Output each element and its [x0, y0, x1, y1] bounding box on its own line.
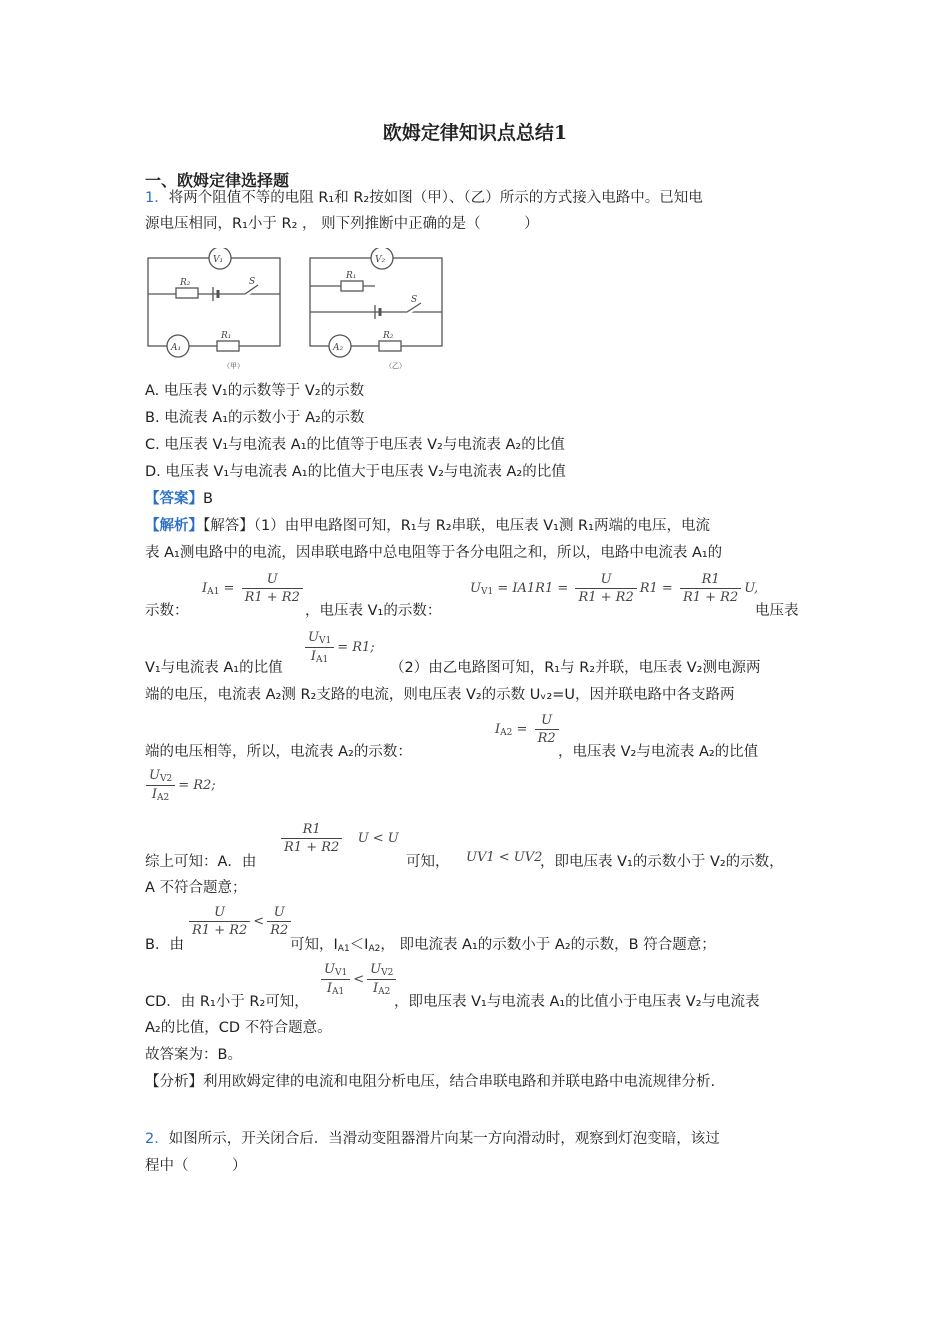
label-s-yi: S: [411, 295, 418, 305]
analysis-line-8b: 可知，: [406, 854, 450, 870]
q2-stem-line-1: 2．如图所示，开关闭合后．当滑动变阻器滑片向某一方向滑动时，观察到灯泡变暗，该过: [145, 1131, 720, 1147]
analysis-line-11a: CD．由 R₁小于 R₂可知，: [145, 994, 309, 1010]
analysis-line-2: 表 A₁测电路中的电流，因串联电路中总电阻等于各分电阻之和，所以，电路中电流表 A₁的: [145, 545, 723, 561]
analysis-line-3c: 电压表: [755, 603, 799, 619]
label-r2-jia: R₂: [180, 278, 191, 288]
analysis-line-13: 故答案为：B。: [145, 1047, 242, 1063]
analysis-line-4a: V₁与电流表 A₁的比值: [145, 660, 283, 676]
label-v2: V₂: [375, 255, 386, 265]
page-title: 欧姆定律知识点总结1: [382, 122, 568, 144]
label-s-jia: S: [249, 277, 256, 287]
analysis-line-6b: ，电压表 V₂与电流表 A₂的比值: [558, 744, 759, 760]
formula-ratio-compare: $\frac{U_{V1}}{I_{A1}}$ < $\frac{U_{V2}}{I_{A2}}$: [318, 962, 399, 997]
analysis-tag: 【解析】: [145, 518, 203, 534]
formula-uv1-lt-uv2: UV1 < UV2: [466, 850, 543, 865]
formula-ia1: $I_{A1}$ = $\frac{U}{R1 + R2}$: [202, 572, 306, 605]
q1-option-d: D. 电压表 V₁与电流表 A₁的比值大于电压表 V₂与电流表 A₂的比值: [145, 464, 566, 480]
analysis-line-10: 可知，$I_{A1}<I_{A2}$， 即电流表 A₁的示数小于 A₂的示数，B 符合题意；: [290, 937, 716, 954]
label-r2-yi: R₂: [383, 331, 394, 341]
answer-tag: 【答案】: [145, 491, 203, 507]
analysis-line-4b: （2）由乙电路图可知，R₁与 R₂并联，电压表 V₂测电源两: [390, 660, 761, 676]
q1-answer: 【答案】B: [145, 491, 213, 507]
formula-ratio1: $\frac{U_{V1}}{I_{A1}}$ = R1;: [302, 630, 375, 665]
q2-number: 2．: [145, 1131, 169, 1147]
analysis-line-14: 【分析】利用欧姆定律的电流和电阻分析电压，结合串联电路和并联电路中电流规律分析.: [145, 1074, 716, 1090]
label-a1: A₁: [171, 343, 182, 353]
analysis-line-12: A₂的比值，CD 不符合题意。: [145, 1020, 332, 1036]
formula-uv1: $U_{V1} = IA1R1$ = $\frac{U}{R1 + R2}$ R1 = $\frac{R1}{R1 + R2}$ U,: [470, 572, 759, 605]
q1-stem-line-2: 源电压相同，R₁小于 R₂ ， 则下列推断中正确的是（ ）: [145, 216, 539, 232]
q1-circuit-figures: [145, 248, 445, 373]
analysis-line-1: 【解析】【解答】（1）由甲电路图可知，R₁与 R₂串联，电压表 V₁测 R₁两端的电压，电流: [145, 518, 710, 534]
analysis-line-10a: B．由: [145, 937, 184, 953]
label-yi: （乙）: [385, 362, 406, 370]
analysis-line-11b: ，即电压表 V₁与电流表 A₁的比值小于电压表 V₂与电流表: [394, 994, 760, 1010]
analysis-line-6a: 端的电压相等，所以，电流表 A₂的示数：: [145, 744, 412, 760]
q1-number: 1．: [145, 190, 169, 206]
q1-option-a: A. 电压表 V₁的示数等于 V₂的示数: [145, 383, 365, 399]
label-r1-yi: R₁: [346, 271, 357, 281]
q1-option-b: B. 电流表 A₁的示数小于 A₂的示数: [145, 410, 365, 426]
q1-option-c: C. 电压表 V₁与电流表 A₁的比值等于电压表 V₂与电流表 A₂的比值: [145, 437, 565, 453]
formula-ia2: $I_{A2}$ = $\frac{U}{R2}$: [495, 713, 562, 746]
q1-stem-line-1: 1．将两个阻值不等的电阻 R₁和 R₂按如图（甲）、（乙）所示的方式接入电路中。已知电: [145, 190, 703, 206]
section-heading: 一、欧姆定律选择题: [145, 171, 290, 190]
label-v1: V₁: [213, 255, 224, 265]
formula-current-compare: $\frac{U}{R1 + R2}$ < $\frac{U}{R2}$: [186, 905, 294, 938]
analysis-line-9: A 不符合题意；: [145, 880, 247, 896]
formula-r1-ratio: $\frac{R1}{R1 + R2}$ U < U: [278, 822, 399, 855]
label-jia: （甲）: [223, 362, 244, 370]
label-a2: A₂: [333, 343, 344, 353]
analysis-line-5: 端的电压，电流表 A₂测 R₂支路的电流，则电压表 V₂的示数 Uᵥ₂=U，因并联电路中各支路两: [145, 687, 735, 703]
formula-ratio2: $\frac{U_{V2}}{I_{A2}}$ = R2;: [143, 768, 216, 803]
label-r1-jia: R₁: [221, 331, 232, 341]
analysis-line-8c: ，即电压表 V₁的示数小于 V₂的示数，: [540, 854, 784, 870]
analysis-line-8a: 综上可知：A．由: [145, 854, 257, 870]
analysis-line-3a: 示数：: [145, 603, 189, 619]
q2-stem-line-2: 程中（ ）: [145, 1158, 247, 1174]
analysis-line-3b: ，电压表 V₁的示数：: [305, 603, 442, 619]
